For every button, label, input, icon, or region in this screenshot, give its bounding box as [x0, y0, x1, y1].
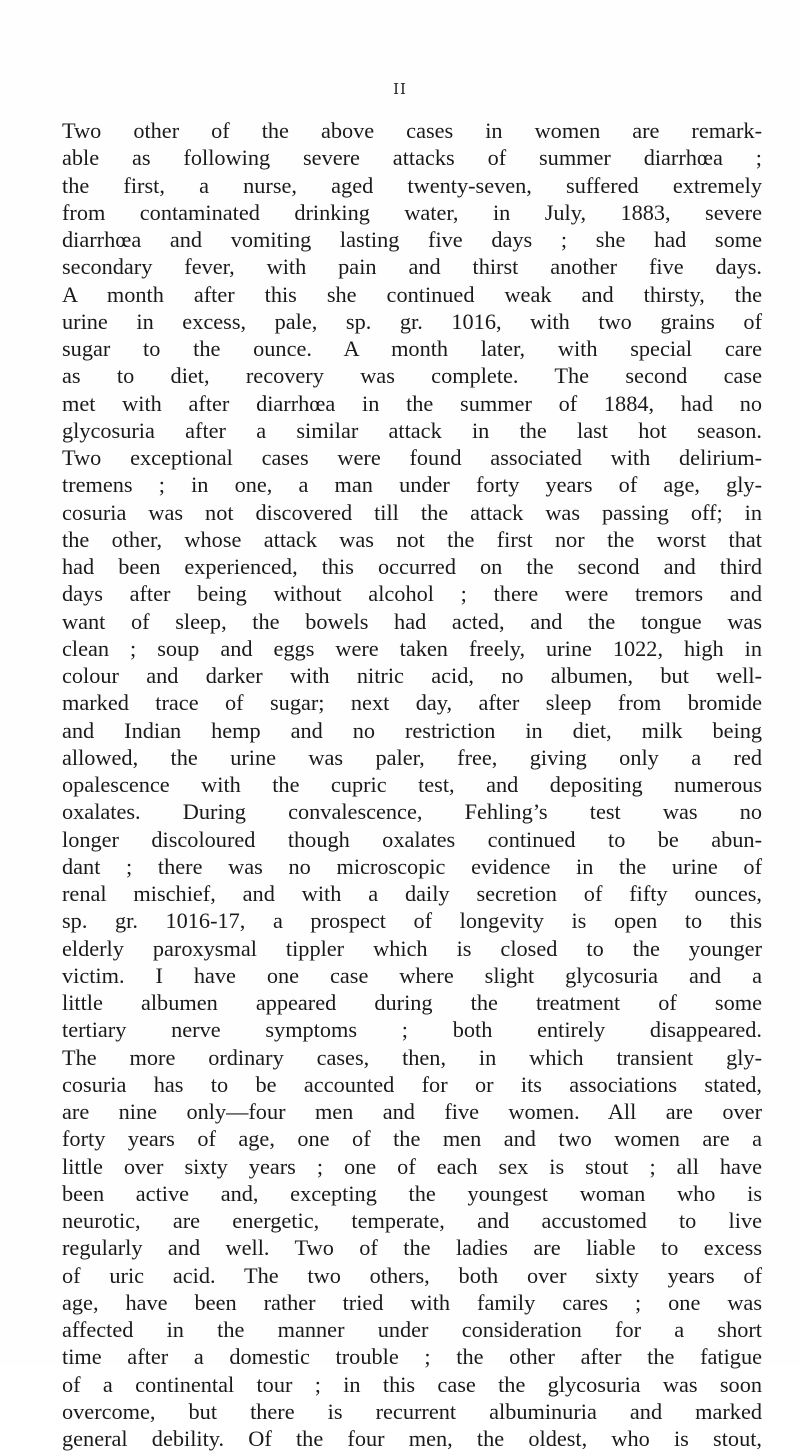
text-line: general debility. Of the four men, the oldest, who is stout,: [62, 1426, 762, 1451]
text-line: elderly paroxysmal tippler which is closed to the younger: [62, 935, 762, 961]
text-line: victim. I have one case where slight glycosuria and a: [62, 962, 762, 988]
text-line: marked trace of sugar; next day, after sleep from bromide: [62, 690, 762, 716]
text-line: urine in excess, pale, sp. gr. 1016, with two grains of: [62, 308, 762, 334]
text-line: longer discoloured though oxalates continued to be abun-: [62, 826, 762, 852]
text-line: of a continental tour ; in this case the glycosuria was soon: [62, 1371, 762, 1397]
text-line: oxalates. During convalescence, Fehling’s test was no: [62, 799, 762, 825]
text-line: Two other of the above cases in women are remark-: [62, 118, 762, 143]
text-line: and Indian hemp and no restriction in diet, milk being: [62, 717, 762, 743]
text-line: cosuria was not discovered till the attack was passing off; in: [62, 499, 762, 525]
text-line: time after a domestic trouble ; the other after the fatigue: [62, 1344, 762, 1370]
text-line: neurotic, are energetic, temperate, and accustomed to live: [62, 1208, 762, 1233]
page-number: II: [393, 80, 407, 98]
text-line: renal mischief, and with a daily secretion of fifty ounces,: [62, 881, 762, 906]
text-line: the first, a nurse, aged twenty-seven, suffered extremely: [62, 172, 762, 198]
text-line: sugar to the ounce. A month later, with special care: [62, 336, 762, 361]
text-line: secondary fever, with pain and thirst another five days.: [62, 254, 762, 280]
text-line: days after being without alcohol ; there were tremors and: [62, 581, 762, 607]
text-line: glycosuria after a similar attack in the last hot season.: [62, 417, 762, 443]
text-line: from contaminated drinking water, in July, 1883, severe: [62, 199, 762, 225]
text-line: sp. gr. 1016-17, a prospect of longevity is open to this: [62, 908, 762, 934]
text-line: dant ; there was no microscopic evidence in the urine of: [62, 853, 762, 879]
text-line: forty years of age, one of the men and two women are a: [62, 1126, 762, 1152]
text-line: tertiary nerve symptoms ; both entirely disappeared.: [62, 1017, 762, 1043]
text-line: The more ordinary cases, then, in which transient gly-: [62, 1044, 762, 1070]
text-line: cosuria has to be accounted for or its associations stated,: [62, 1071, 762, 1097]
text-line: are nine only—four men and five women. All are over: [62, 1099, 762, 1124]
text-line: age, have been rather tried with family cares ; one was: [62, 1289, 762, 1315]
text-line: allowed, the urine was paler, free, giving only a red: [62, 744, 762, 770]
text-line: diarrhœa and vomiting lasting five days ; she had some: [62, 227, 762, 252]
text-line: met with after diarrhœa in the summer of 1884, had no: [62, 390, 762, 416]
text-line: little over sixty years ; one of each sex is stout ; all have: [62, 1153, 762, 1179]
text-line: affected in the manner under consideration for a short: [62, 1317, 762, 1342]
text-line: regularly and well. Two of the ladies are liable to excess: [62, 1235, 762, 1261]
text-line: little albumen appeared during the treatment of some: [62, 990, 762, 1015]
text-line: clean ; soup and eggs were taken freely, urine 1022, high in: [62, 635, 762, 661]
text-line: colour and darker with nitric acid, no albumen, but well-: [62, 663, 762, 688]
text-line: had been experienced, this occurred on the second and third: [62, 554, 762, 579]
text-line: tremens ; in one, a man under forty years of age, gly-: [62, 472, 762, 498]
text-line: A month after this she continued weak and thirsty, the: [62, 281, 762, 307]
body-text: [62, 117, 762, 1452]
text-line: Two exceptional cases were found associated with delirium-: [62, 445, 762, 470]
text-line: want of sleep, the bowels had acted, and the tongue was: [62, 608, 762, 634]
text-line: as to diet, recovery was complete. The second case: [62, 363, 762, 389]
text-line: of uric acid. The two others, both over sixty years of: [62, 1262, 762, 1288]
text-line: the other, whose attack was not the first nor the worst that: [62, 526, 762, 552]
text-line: opalescence with the cupric test, and depositing numerous: [62, 772, 762, 797]
text-line: able as following severe attacks of summer diarrhœa ;: [62, 145, 762, 171]
text-line: been active and, excepting the youngest woman who is: [62, 1180, 762, 1206]
text-line: overcome, but there is recurrent albuminuria and marked: [62, 1398, 762, 1424]
